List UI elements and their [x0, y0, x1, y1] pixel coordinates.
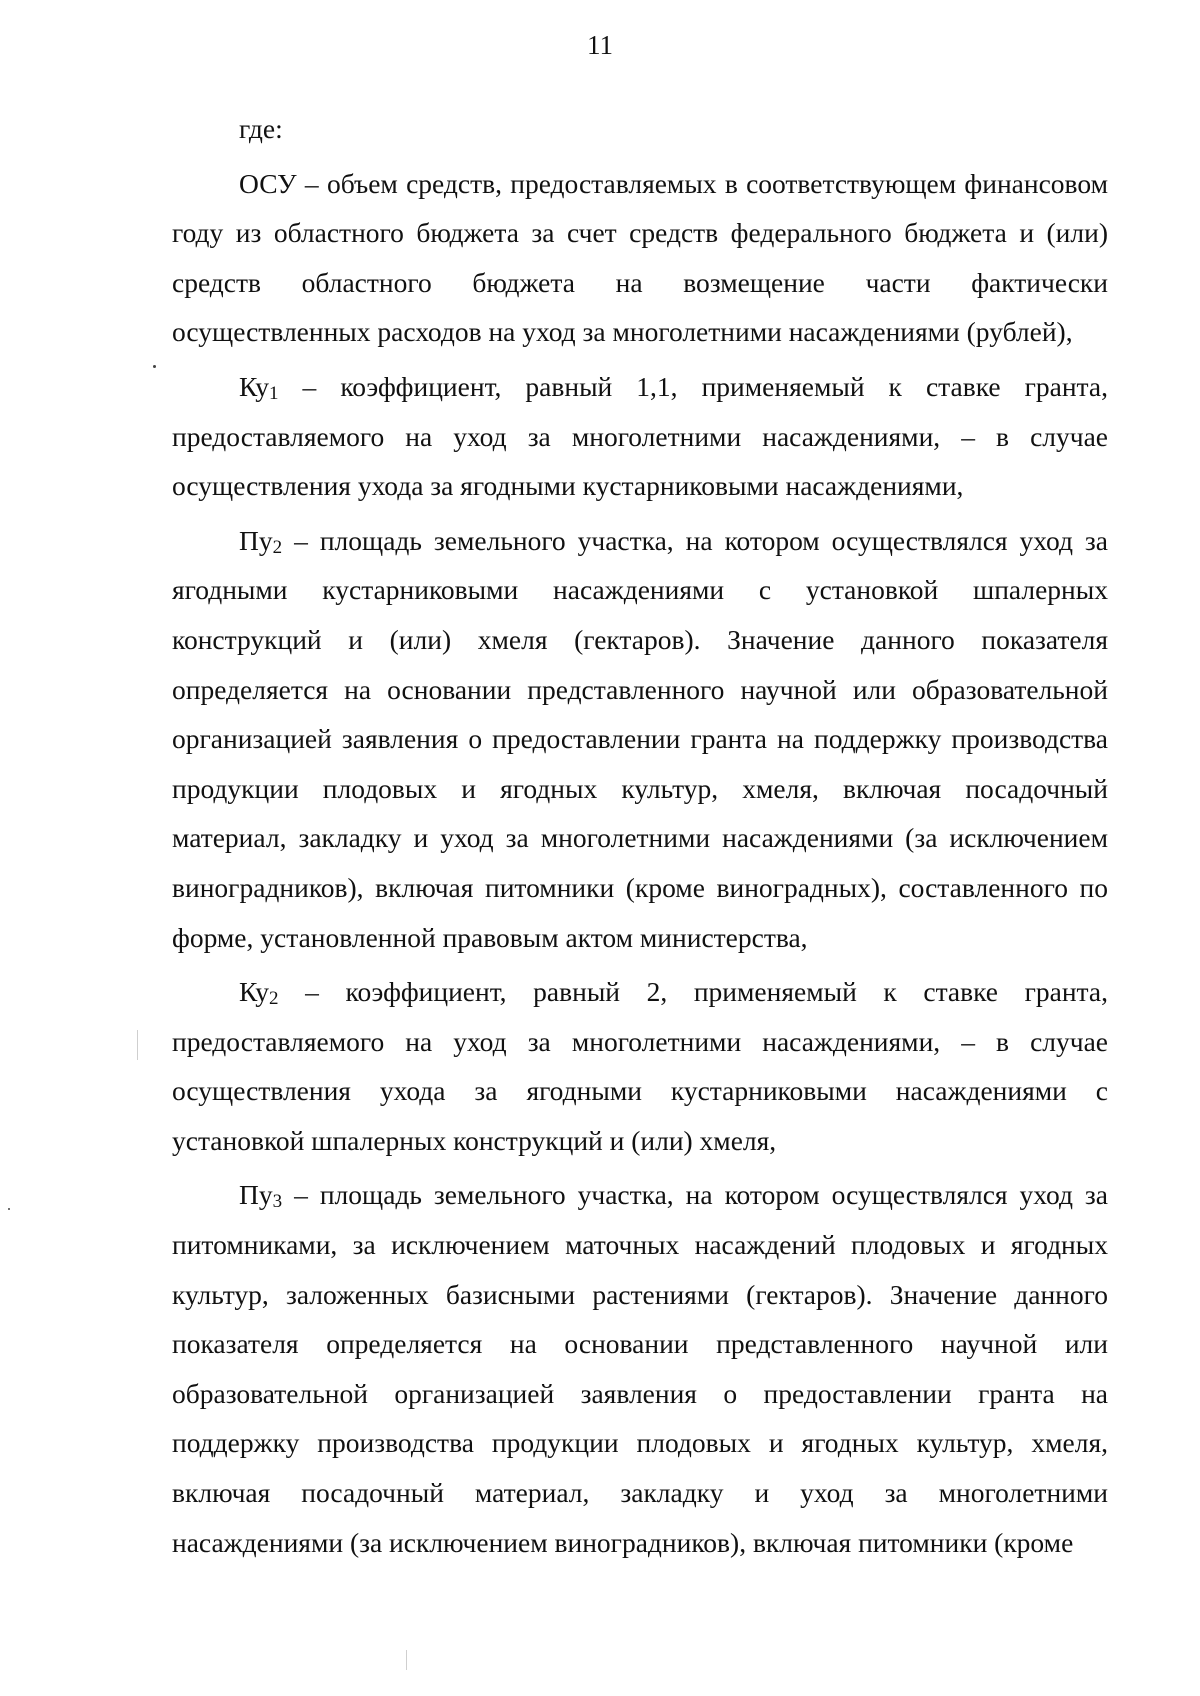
definition-paragraph-pu3 [172, 1170, 1108, 1567]
page-number: 11 [587, 30, 613, 60]
definition-text: – объем средств, предоставляемых в соответствующем финансовом году из областного бюджета за счет средств федерального бюджета и (или) средств областного бюджета на возмещение части фактически осуществленных расходов на уход за многолетними насаждениями (рублей), [172, 167, 1108, 348]
definition-paragraph-ku2 [172, 967, 1108, 1165]
definition-term: Пу [239, 524, 273, 556]
definition-term: Ку [239, 370, 270, 402]
definition-text: – площадь земельного участка, на котором осуществлялся уход за питомниками, за исключением маточных насаждений плодовых и ягодных культур, заложенных базисными растениями (гектаров). Значение данного показателя определяется на основании представленного научной или образовательной организацией заявления о предоставлении гранта на поддержку производства продукции плодовых и ягодных культур, хмеля, включая посадочный материал, закладку и уход за многолетними насаждениями (за исключением виноградников), включая питомники (кроме [172, 1179, 1108, 1558]
scan-artifact-line [137, 1030, 138, 1060]
definition-term-subscript: 2 [272, 536, 283, 558]
definition-term-subscript: 2 [269, 988, 279, 1010]
definition-term-subscript: 3 [272, 1191, 283, 1213]
definition-paragraph-ku1 [172, 362, 1108, 511]
definition-term: ОСУ [239, 167, 297, 199]
definition-term: Ку [239, 976, 270, 1008]
definition-text: – коэффициент, равный 2, применяемый к ставке гранта, предоставляемого на уход за многолетними насаждениями, – в случае осуществления ухода за ягодными кустарниковыми насаждениями с установкой шпалерных конструкций и (или) хмеля, [172, 976, 1108, 1156]
definition-text: – коэффициент, равный 1,1, применяемый к ставке гранта, предоставляемого на уход за многолетними насаждениями, – в случае осуществления ухода за ягодными кустарниковыми насаждениями, [172, 370, 1108, 502]
definition-text: – площадь земельного участка, на котором осуществлялся уход за ягодными кустарниковыми насаждениями с установкой шпалерных конструкций и (или) хмеля (гектаров). Значение данного показателя определяется на основании представленного научной или образовательной организацией заявления о предоставлении гранта на поддержку производства продукции плодовых и ягодных культур, хмеля, включая посадочный материал, закладку и уход за многолетними насаждениями (за исключением виноградников), включая питомники (кроме виноградных), составленного по форме, установленной правовым актом министерства, [172, 524, 1108, 953]
intro-line: где: [239, 113, 283, 144]
definition-paragraph-pu2 [172, 516, 1108, 962]
definition-term: Пу [239, 1179, 273, 1211]
scan-artifact-dot [8, 1208, 10, 1210]
scan-artifact-line [406, 1650, 407, 1670]
scan-artifact-dot [153, 365, 156, 368]
definition-paragraph-osu [172, 159, 1108, 357]
document-body [172, 104, 1108, 1567]
definition-term-subscript: 1 [269, 382, 279, 404]
